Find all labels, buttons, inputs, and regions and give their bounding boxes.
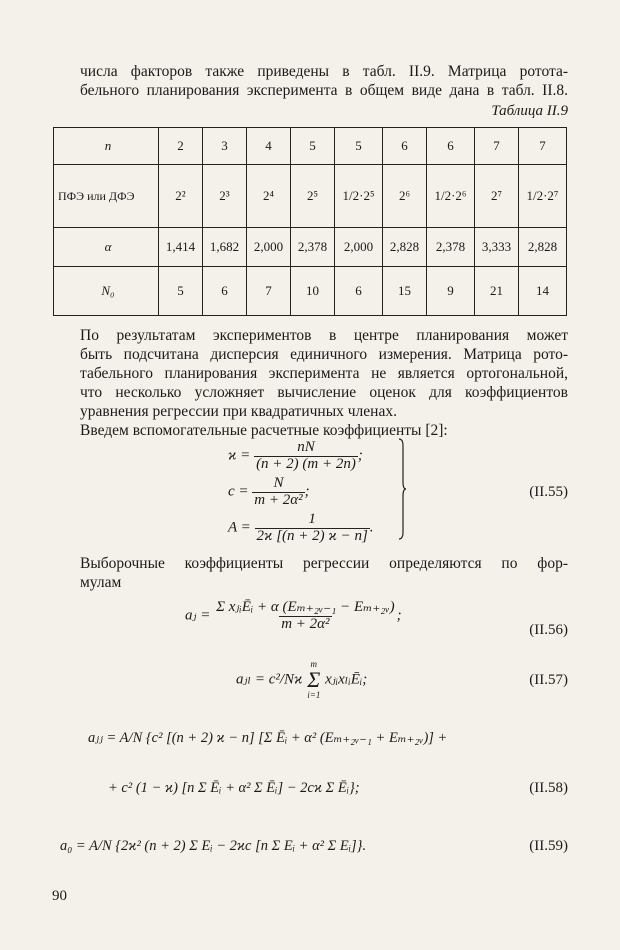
numerator: 1: [308, 511, 316, 527]
numerator: nN: [297, 439, 315, 455]
table-row: [54, 128, 567, 165]
table-cell: 2⁷: [474, 165, 518, 228]
text-line: табельного планирования эксперимента не является ортогональной,: [80, 365, 568, 382]
table-cell: 2,000: [247, 228, 291, 267]
intro-paragraph: [80, 62, 568, 100]
sum-icon: m Σ i=1: [307, 659, 321, 700]
page-number: 90: [52, 888, 67, 904]
equation-a0: a₀ = A/N {2ϰ² (n + 2) Σ Eᵢ − 2ϰc [n Σ Eᵢ + α² Σ Eᵢ]}.: [60, 838, 367, 854]
equation-A: A = $\frac{1}{2ϰ [(n + 2) ϰ - n]}$ .: [228, 511, 374, 544]
equation-number: (II.56): [529, 622, 568, 638]
table-cell: 9: [426, 267, 474, 316]
text-line: Введем вспомогательные расчетные коэффициенты [2]:: [80, 422, 448, 439]
text-line: быть подсчитана дисперсия единичного измерения. Матрица рото-: [80, 346, 568, 363]
table-cell: 6: [203, 267, 247, 316]
table-cell: 4: [247, 128, 291, 165]
table-cell: 2⁵: [291, 165, 335, 228]
fraction: [214, 600, 397, 633]
table-cell: 15: [382, 267, 426, 316]
table-cell: 10: [291, 267, 335, 316]
table-cell: 2³: [203, 165, 247, 228]
table-row: [54, 267, 567, 316]
body-paragraph: [80, 421, 568, 440]
text-line: По результатам экспериментов в центре планирования может: [80, 327, 568, 344]
fraction: [254, 440, 358, 473]
table-cell: 1/2·2⁷: [518, 165, 566, 228]
table-caption: Таблица II.9: [491, 103, 568, 119]
table-row: [54, 165, 567, 228]
table-cell: 3: [203, 128, 247, 165]
equation-number: (II.55): [529, 484, 568, 500]
row-header: n: [54, 128, 159, 165]
table-cell: 1,414: [159, 228, 203, 267]
equation-ajj-line1: aⱼⱼ = A/N {c² [(n + 2) ϰ − n] [Σ Ēᵢ + α² (Eₘ₊₂ᵥ₋₁ + Eₘ₊₂ᵥ)] +: [88, 730, 448, 746]
table-cell: 5: [335, 128, 383, 165]
table-cell: 7: [518, 128, 566, 165]
eq-lhs: c =: [228, 483, 249, 500]
table-cell: 1,682: [203, 228, 247, 267]
equation-aj: aⱼ = $\frac{\text{Σ xⱼᵢĒᵢ + α (Eₘ₊₂ᵥ₋₁ − Eₘ₊₂ᵥ)}}{\text{m + 2α²}}$ ;: [185, 599, 402, 632]
numerator: Σ xⱼᵢĒᵢ + α (Eₘ₊₂ᵥ₋₁ − Eₘ₊₂ᵥ): [216, 599, 395, 615]
table-cell: 5: [159, 267, 203, 316]
table-cell: 3,333: [474, 228, 518, 267]
text-line: уравнения регрессии при квадратичных членах.: [80, 403, 397, 420]
body-paragraph: [80, 326, 568, 421]
row-header: ПФЭ или ДФЭ: [54, 165, 159, 228]
row-header: N₀: [54, 267, 159, 316]
eq-coefficient: c²/Nϰ: [268, 671, 303, 688]
equation-number: (II.59): [529, 838, 568, 854]
denominator: m + 2α²: [254, 491, 303, 508]
table-cell: 7: [247, 267, 291, 316]
row-header: α: [54, 228, 159, 267]
equation-c: c = $\frac{N}{\text{m + 2α²}}$ ;: [228, 475, 310, 508]
table-cell: 6: [335, 267, 383, 316]
data-table: [53, 127, 567, 316]
equation-number: (II.57): [529, 672, 568, 688]
table-cell: 6: [426, 128, 474, 165]
table-cell: 7: [474, 128, 518, 165]
text-line: Выборочные коэффициенты регрессии определяются по фор-: [80, 555, 568, 572]
numerator: N: [273, 475, 284, 491]
table-cell: 2,378: [426, 228, 474, 267]
right-brace-icon: [398, 438, 406, 540]
table-row: [54, 228, 567, 267]
table-cell: 2²: [159, 165, 203, 228]
equation-ajj-line2: + c² (1 − ϰ) [n Σ Ēᵢ + α² Σ Ēᵢ] − 2cϰ Σ Ēᵢ};: [108, 780, 360, 796]
table-cell: 2,000: [335, 228, 383, 267]
table-cell: 21: [474, 267, 518, 316]
table-cell: 2⁴: [247, 165, 291, 228]
equation-ajl: [236, 660, 367, 700]
fraction: [252, 476, 304, 509]
fraction: [255, 512, 370, 545]
denominator: 2ϰ [(n + 2) ϰ − n]: [256, 527, 368, 544]
text-line: что несколько усложняет вычисление оценок для коэффициентов: [80, 384, 568, 401]
equation-number: (II.58): [529, 780, 568, 796]
eq-body: xⱼᵢxₗᵢĒᵢ;: [325, 671, 368, 688]
table-cell: 2,828: [382, 228, 426, 267]
table-cell: 2,378: [291, 228, 335, 267]
intro-line: числа факторов также приведены в табл. II.9. Матрица ротота-: [80, 63, 568, 80]
table-cell: 1/2·2⁶: [426, 165, 474, 228]
table-cell: 5: [291, 128, 335, 165]
denominator: (n + 2) (m + 2n): [256, 455, 356, 472]
table-cell: 6: [382, 128, 426, 165]
denominator: m + 2α²: [281, 615, 330, 632]
text-line: мулам: [80, 574, 122, 591]
equation-kappa: ϰ = $\frac{nN}{(n + 2) (m + 2n)}$ ;: [228, 439, 363, 472]
table-cell: 2⁶: [382, 165, 426, 228]
eq-lhs: aⱼ =: [185, 607, 211, 624]
intro-line: бельного планирования эксперимента в общем виде дана в табл. II.8.: [80, 82, 568, 99]
table-cell: 14: [518, 267, 566, 316]
eq-lhs: A =: [228, 519, 251, 536]
table-cell: 1/2·2⁵: [335, 165, 383, 228]
table-cell: 2,828: [518, 228, 566, 267]
eq-lhs: ϰ =: [228, 447, 251, 464]
eq-lhs: aⱼₗ =: [236, 671, 265, 688]
table-cell: 2: [159, 128, 203, 165]
body-paragraph: [80, 554, 568, 592]
